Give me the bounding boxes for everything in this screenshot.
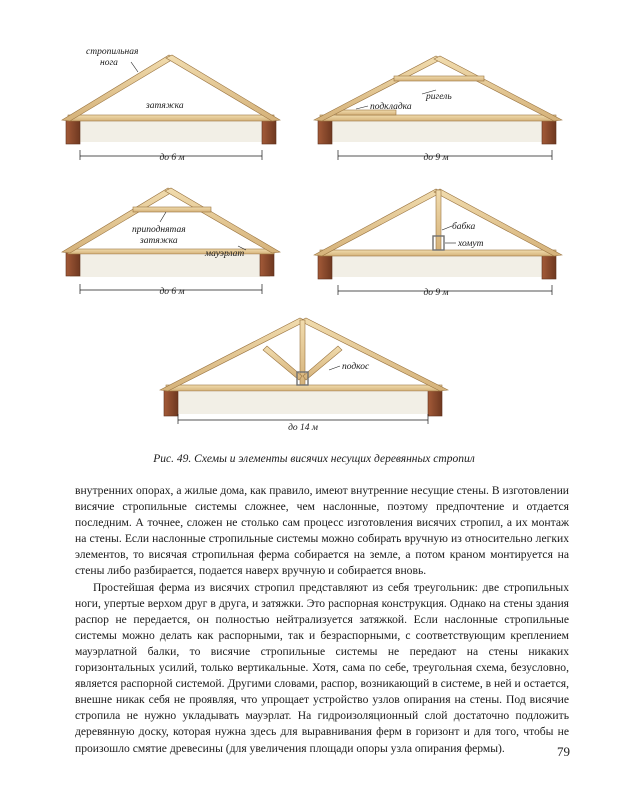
truss-diagram-crossbar	[314, 56, 562, 163]
leader-line	[329, 366, 340, 370]
label-tie-beam: затяжка	[146, 101, 184, 111]
raised-tie	[133, 207, 211, 212]
right-wall	[260, 252, 274, 276]
tie-beam	[320, 115, 556, 121]
left-strut	[263, 346, 302, 380]
right-wall	[542, 120, 556, 144]
label-wall-plate: мауэрлат	[205, 249, 245, 259]
label-crossbar: ригель	[426, 92, 452, 102]
leader-line	[442, 226, 452, 230]
label-span: до 6 м	[159, 287, 185, 297]
right-strut	[303, 346, 342, 380]
left-rafter	[160, 318, 306, 391]
body-text	[75, 483, 569, 757]
label-raised-tie-2: затяжка	[140, 236, 178, 246]
label-strut: подкос	[342, 362, 370, 372]
king-post	[436, 190, 441, 250]
left-wall	[164, 390, 178, 416]
wall-band	[322, 120, 552, 142]
wall-band	[70, 120, 274, 142]
leader-line	[131, 62, 138, 72]
leader-line	[356, 106, 368, 109]
tie-beam	[68, 115, 274, 121]
right-rafter	[434, 56, 562, 121]
label-span: до 6 м	[159, 153, 185, 163]
left-rafter	[62, 55, 175, 121]
right-rafter	[300, 318, 448, 391]
label-pad: подкладка	[370, 102, 412, 112]
leader-line	[160, 212, 166, 222]
page-number: 79	[557, 744, 570, 759]
truss-diagram-king-post	[314, 189, 562, 298]
right-wall	[542, 255, 556, 279]
left-wall	[318, 255, 332, 279]
label-rafter-leg-1: стропильная	[86, 47, 139, 57]
left-rafter	[314, 189, 442, 256]
right-wall	[428, 390, 442, 416]
truss-diagram-struts	[160, 318, 448, 433]
paragraph-1: внутренних опорах, а жилые дома, как правило, имеют внутренние несущие стены. В изготовлении висячие стропильные системы сложнее, чем наслонные, поэтому предпочтение и отдается последним. А точнее, сложен не столько сам процесс изготовления висячих стропил, а их монтаж на стены. Если наслонные стропильные системы можно собирать вручную из относительно легких элементов, то висячая стропильная ферма собирается на земле, а потом краном монтируется на стены либо разбирается, подается наверх вручную и собирается вновь.	[75, 484, 569, 578]
left-wall	[66, 120, 80, 144]
label-king-post: бабка	[452, 222, 476, 232]
label-raised-tie-1: приподнятая	[132, 225, 186, 235]
left-wall	[318, 120, 332, 144]
tie-beam	[166, 385, 442, 391]
truss-diagram-simple	[62, 47, 280, 163]
left-wall	[66, 252, 80, 276]
right-wall	[262, 120, 276, 144]
label-clamp: хомут	[458, 239, 484, 249]
label-span: до 14 м	[288, 423, 318, 433]
paragraph-2: Простейшая ферма из висячих стропил представляют из себя треугольник: две стропильных ноги, упертые верхом друг в друга, и затяжки. Это распорная конструкция. Однако на стены здания распор не передается, он полностью нейтрализуется затяжкой. Если наслонные стропильные системы можно делать как распорными, так и безраспорными, с соответствующим креплением мауэрлатной балки, то висячие стропильные системы не передают на стены никаких горизонтальных усилий, только вертикальные. Хотя, сама по себе, треугольная схема, безусловно, является распорной системой. Другими словами, распор, возникающий в системе, в ней и остается, внешне никак себя не проявляя, что упрощает устройство узлов опирания на стены. Под висячие стропила не нужно укладывать мауэрлат. На гидроизоляционный слой достаточно подложить деревянную доску, которая нужна здесь для выравнивания ферм в горизонт и для того, чтобы не произошло смятие древесины (для увеличения площади опоры узла опирания фермы).	[75, 580, 569, 755]
label-span: до 9 м	[423, 153, 449, 163]
wall-band	[168, 392, 438, 414]
label-rafter-leg-2: нога	[100, 58, 118, 68]
right-rafter	[165, 188, 280, 253]
label-span: до 9 м	[423, 288, 449, 298]
tie-beam	[320, 250, 556, 256]
truss-diagram-raised-tie	[62, 188, 280, 297]
wall-band	[322, 255, 552, 277]
crossbar	[394, 76, 484, 81]
figure-caption: Рис. 49. Схемы и элементы висячих несущих деревянных стропил	[153, 453, 475, 465]
right-rafter	[166, 55, 280, 121]
